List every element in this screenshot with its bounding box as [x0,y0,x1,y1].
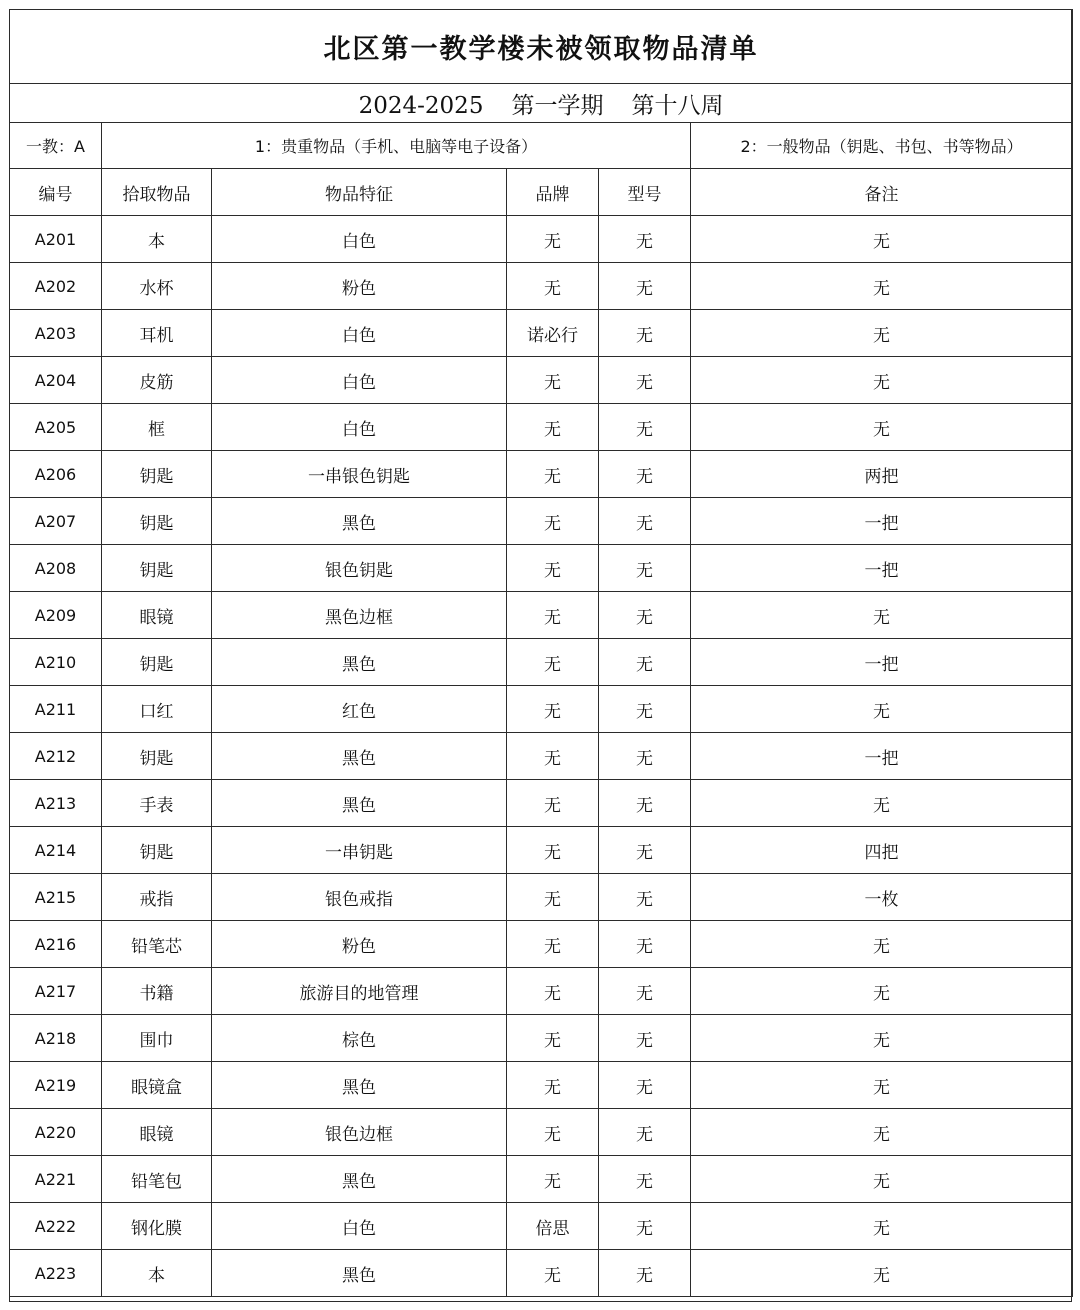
cell-brand: 无 [507,451,599,498]
table-row [10,921,1073,968]
cell-id: A213 [10,780,102,827]
cell-item: 铅笔包 [102,1156,212,1203]
table-row [10,733,1073,780]
cell-model: 无 [599,639,691,686]
col-header-remark: 备注 [691,169,1073,216]
cell-brand: 无 [507,404,599,451]
cell-feature: 白色 [212,1203,507,1250]
table-row [10,216,1073,263]
cell-model: 无 [599,1109,691,1156]
cell-remark: 无 [691,592,1073,639]
cell-brand: 无 [507,686,599,733]
cell-id: A215 [10,874,102,921]
cell-remark: 无 [691,1109,1073,1156]
cell-item: 本 [102,216,212,263]
cell-id: A202 [10,263,102,310]
table-row [10,968,1073,1015]
cell-feature: 黑色边框 [212,592,507,639]
cell-model: 无 [599,263,691,310]
table-row [10,827,1073,874]
cell-model: 无 [599,921,691,968]
building-code: 一教：A [10,123,102,169]
table-row [10,592,1073,639]
cell-model: 无 [599,310,691,357]
table-row [10,639,1073,686]
cell-item: 眼镜盒 [102,1062,212,1109]
cell-id: A220 [10,1109,102,1156]
table-row [10,874,1073,921]
col-header-feature: 物品特征 [212,169,507,216]
cell-remark: 一把 [691,733,1073,780]
cell-model: 无 [599,498,691,545]
cell-model: 无 [599,1015,691,1062]
cell-model: 无 [599,968,691,1015]
cell-item: 钥匙 [102,545,212,592]
cell-item: 围巾 [102,1015,212,1062]
cell-brand: 无 [507,1109,599,1156]
cell-feature: 一串钥匙 [212,827,507,874]
cell-brand: 无 [507,780,599,827]
cell-item: 钥匙 [102,827,212,874]
cell-feature: 白色 [212,357,507,404]
cell-id: A212 [10,733,102,780]
cell-brand: 无 [507,545,599,592]
cell-item: 框 [102,404,212,451]
cell-brand: 诺必行 [507,310,599,357]
cell-model: 无 [599,1203,691,1250]
cell-remark: 无 [691,357,1073,404]
cell-brand: 无 [507,968,599,1015]
table-row [10,1062,1073,1109]
cell-id: A222 [10,1203,102,1250]
category-row [10,123,1073,169]
page-title: 北区第一教学楼未被领取物品清单 [10,10,1073,84]
cell-remark: 无 [691,404,1073,451]
table-row [10,1203,1073,1250]
cell-feature: 银色钥匙 [212,545,507,592]
table-row [10,545,1073,592]
cell-model: 无 [599,733,691,780]
cell-brand: 无 [507,733,599,780]
cell-remark: 无 [691,310,1073,357]
cell-item: 口红 [102,686,212,733]
cell-brand: 无 [507,874,599,921]
cell-remark: 无 [691,686,1073,733]
cell-id: A204 [10,357,102,404]
cell-item: 铅笔芯 [102,921,212,968]
cell-remark: 一把 [691,545,1073,592]
cell-feature: 银色戒指 [212,874,507,921]
cell-item: 钥匙 [102,733,212,780]
cell-feature: 红色 [212,686,507,733]
cell-item: 手表 [102,780,212,827]
cell-id: A209 [10,592,102,639]
cell-feature: 棕色 [212,1015,507,1062]
cell-remark: 无 [691,921,1073,968]
cell-item: 钥匙 [102,451,212,498]
cell-model: 无 [599,686,691,733]
subtitle-row [10,84,1073,123]
table-row [10,451,1073,498]
cell-id: A201 [10,216,102,263]
table-row [10,780,1073,827]
cell-model: 无 [599,545,691,592]
cell-id: A205 [10,404,102,451]
cell-id: A203 [10,310,102,357]
cell-remark: 无 [691,1156,1073,1203]
cell-brand: 无 [507,1062,599,1109]
cell-feature: 银色边框 [212,1109,507,1156]
cell-id: A223 [10,1250,102,1297]
table-row [10,498,1073,545]
cell-item: 眼镜 [102,592,212,639]
table-row [10,310,1073,357]
cell-brand: 倍思 [507,1203,599,1250]
cell-brand: 无 [507,639,599,686]
cell-brand: 无 [507,921,599,968]
cell-item: 本 [102,1250,212,1297]
cell-model: 无 [599,1156,691,1203]
col-header-item: 拾取物品 [102,169,212,216]
cell-remark: 一枚 [691,874,1073,921]
cell-model: 无 [599,216,691,263]
cell-item: 书籍 [102,968,212,1015]
cell-id: A219 [10,1062,102,1109]
cell-feature: 黑色 [212,639,507,686]
cell-brand: 无 [507,1015,599,1062]
academic-year: 2024-2025 [358,92,484,119]
cell-model: 无 [599,1062,691,1109]
cell-feature: 旅游目的地管理 [212,968,507,1015]
cell-feature: 黑色 [212,1156,507,1203]
table-row [10,686,1073,733]
cell-id: A210 [10,639,102,686]
cell-id: A214 [10,827,102,874]
cell-model: 无 [599,592,691,639]
header-row [10,169,1073,216]
cell-id: A207 [10,498,102,545]
cell-model: 无 [599,874,691,921]
cell-item: 眼镜 [102,1109,212,1156]
table-row [10,1250,1073,1297]
cell-brand: 无 [507,216,599,263]
cell-brand: 无 [507,592,599,639]
table-row [10,1156,1073,1203]
cell-feature: 一串银色钥匙 [212,451,507,498]
cell-brand: 无 [507,498,599,545]
cell-brand: 无 [507,1250,599,1297]
semester: 第一学期 [511,92,604,119]
cell-feature: 黑色 [212,1250,507,1297]
category-valuable: 1：贵重物品（手机、电脑等电子设备） [102,123,691,169]
cell-model: 无 [599,780,691,827]
cell-feature: 黑色 [212,498,507,545]
cell-feature: 粉色 [212,921,507,968]
week: 第十八周 [631,92,724,119]
table-row [10,1109,1073,1156]
title-row [10,10,1073,84]
cell-remark: 无 [691,780,1073,827]
cell-id: A216 [10,921,102,968]
cell-remark: 两把 [691,451,1073,498]
cell-brand: 无 [507,827,599,874]
table-row [10,263,1073,310]
cell-item: 耳机 [102,310,212,357]
cell-remark: 无 [691,968,1073,1015]
cell-id: A221 [10,1156,102,1203]
cell-feature: 白色 [212,310,507,357]
cell-feature: 黑色 [212,1062,507,1109]
cell-feature: 粉色 [212,263,507,310]
cell-remark: 无 [691,263,1073,310]
cell-feature: 白色 [212,216,507,263]
cell-id: A218 [10,1015,102,1062]
cell-model: 无 [599,827,691,874]
cell-model: 无 [599,357,691,404]
cell-item: 钥匙 [102,498,212,545]
cell-brand: 无 [507,263,599,310]
cell-remark: 一把 [691,639,1073,686]
col-header-brand: 品牌 [507,169,599,216]
cell-feature: 黑色 [212,780,507,827]
cell-brand: 无 [507,1156,599,1203]
col-header-id: 编号 [10,169,102,216]
cell-model: 无 [599,404,691,451]
cell-item: 水杯 [102,263,212,310]
table-row [10,1015,1073,1062]
cell-remark: 四把 [691,827,1073,874]
cell-brand: 无 [507,357,599,404]
cell-id: A217 [10,968,102,1015]
category-general: 2：一般物品（钥匙、书包、书等物品） [691,123,1073,169]
table-row [10,404,1073,451]
cell-item: 戒指 [102,874,212,921]
table-row [10,357,1073,404]
cell-remark: 无 [691,1203,1073,1250]
term-info [10,84,1073,123]
col-header-model: 型号 [599,169,691,216]
cell-model: 无 [599,451,691,498]
lost-items-table [9,9,1073,1297]
cell-item: 皮筋 [102,357,212,404]
cell-item: 钥匙 [102,639,212,686]
cell-remark: 无 [691,1015,1073,1062]
cell-id: A211 [10,686,102,733]
cell-remark: 无 [691,216,1073,263]
cell-remark: 无 [691,1250,1073,1297]
cell-feature: 白色 [212,404,507,451]
cell-model: 无 [599,1250,691,1297]
cell-id: A206 [10,451,102,498]
cell-remark: 一把 [691,498,1073,545]
cell-id: A208 [10,545,102,592]
cell-remark: 无 [691,1062,1073,1109]
cell-feature: 黑色 [212,733,507,780]
cell-item: 钢化膜 [102,1203,212,1250]
